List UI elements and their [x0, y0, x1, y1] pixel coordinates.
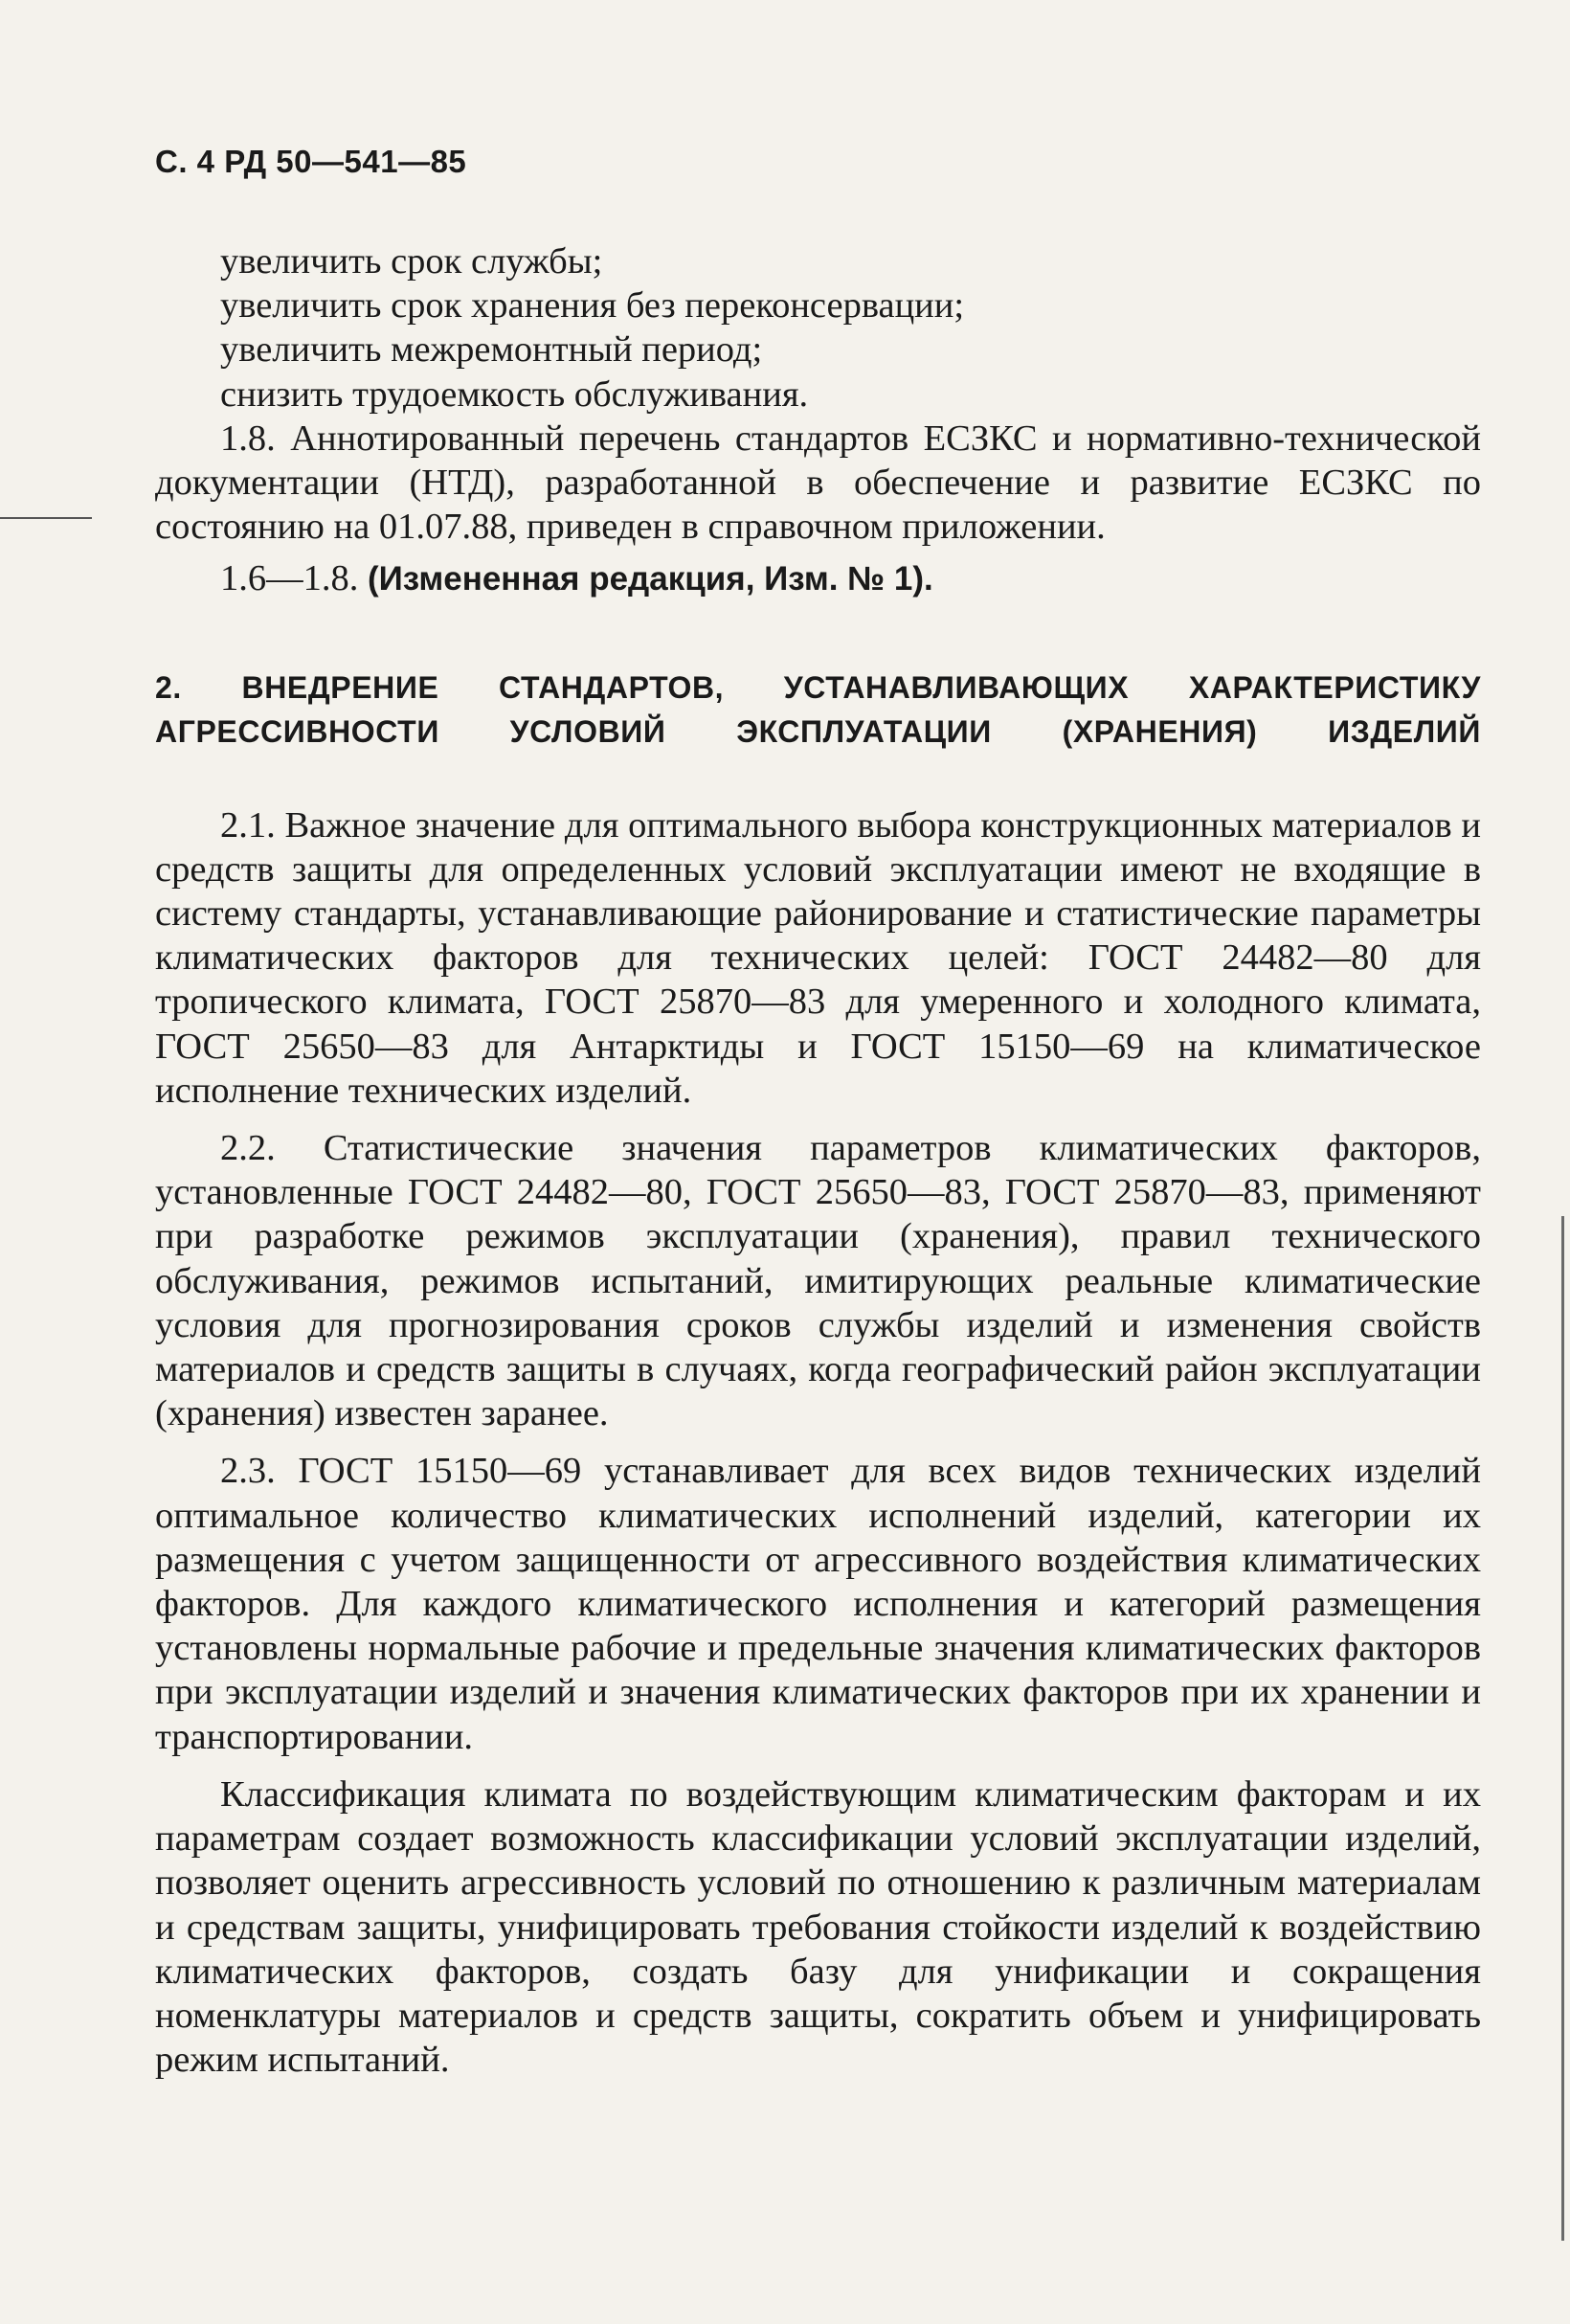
margin-pencil-mark — [0, 517, 92, 519]
list-item: увеличить срок хранения без переконсервации; — [220, 285, 965, 327]
paragraph-2-2: 2.2. Статистические значения параметров климатических факторов, установленные ГОСТ 24482—80, ГОСТ 25650—83, ГОСТ 25870—83, применяют при разработке режимов эксплуатации (хранения), правил технического обслуживания, режимов испытаний, имитирующих реальные климатические условия для прогнозирования сроков службы изделий и изменения свойств материалов и средств защиты в случаях, когда географический район эксплуатации (хранения) известен заранее. — [155, 1128, 1481, 1434]
paragraph-2-3: 2.3. ГОСТ 15150—69 устанавливает для всех видов технических изделий оптимальное количество климатических исполнений изделий, категории их размещения с учетом защищенности от агрессивного воздействия климатических факторов. Для каждого климатического исполнения и категорий размещения установлены нормальные рабочие и предельные значения климатических факторов при эксплуатации изделий и значения климатических факторов при их хранении и транспортировании. — [155, 1451, 1481, 1757]
amendment-ref: 1.6—1.8. — [220, 558, 359, 599]
paragraph-2-1: 2.1. Важное значение для оптимального выбора конструкционных материалов и средств защиты для определенных условий эксплуатации имеют не входящие в систему стандарты, устанавливающие районирование и статистические параметры климатических факторов для технических целей: ГОСТ 24482—80 для тропического климата, ГОСТ 25870—83 для умеренного и холодного климата, ГОСТ 25650—83 для Антарктиды и ГОСТ 15150—69 на климатическое исполнение технических изделий. — [155, 804, 1481, 1111]
requirements-list — [155, 239, 1481, 417]
amendment-text: (Измененная редакция, Изм. № 1). — [368, 560, 933, 598]
document-body — [155, 239, 1481, 2095]
paragraph-classification: Классификация климата по воздействующим климатическим факторам и их параметрам создает возможность классификации условий эксплуатации изделий, позволяет оценить агрессивность условий по отношению к различным материалам и средствам защиты, унифицировать требования стойкости изделий к воздействию климатических факторов, создать базу для унификации и сокращения номенклатуры материалов и средств защиты, сократить объем и унифицировать режим испытаний. — [155, 1773, 1481, 2081]
scan-edge-line — [1561, 1216, 1564, 2241]
section-2-heading: 2. ВНЕДРЕНИЕ СТАНДАРТОВ, УСТАНАВЛИВАЮЩИХ ХАРАКТЕРИСТИКУ АГРЕССИВНОСТИ УСЛОВИЙ ЭКСПЛУАТАЦИИ (ХРАНЕНИЯ) ИЗДЕЛИЙ — [155, 669, 1481, 749]
amendment-note — [155, 556, 1481, 601]
page-header: С. 4 РД 50—541—85 — [155, 144, 467, 179]
list-item: снизить трудоемкость обслуживания. — [220, 373, 809, 415]
list-item: увеличить срок службы; — [220, 241, 603, 282]
list-item: увеличить межремонтный период; — [220, 329, 763, 371]
paragraph-1-8: 1.8. Аннотированный перечень стандартов ЕСЗКС и нормативно-технической документации (НТД), разработанной в обеспечение и развитие ЕСЗКС по состоянию на 01.07.88, приведен в справочном приложении. — [155, 417, 1481, 548]
